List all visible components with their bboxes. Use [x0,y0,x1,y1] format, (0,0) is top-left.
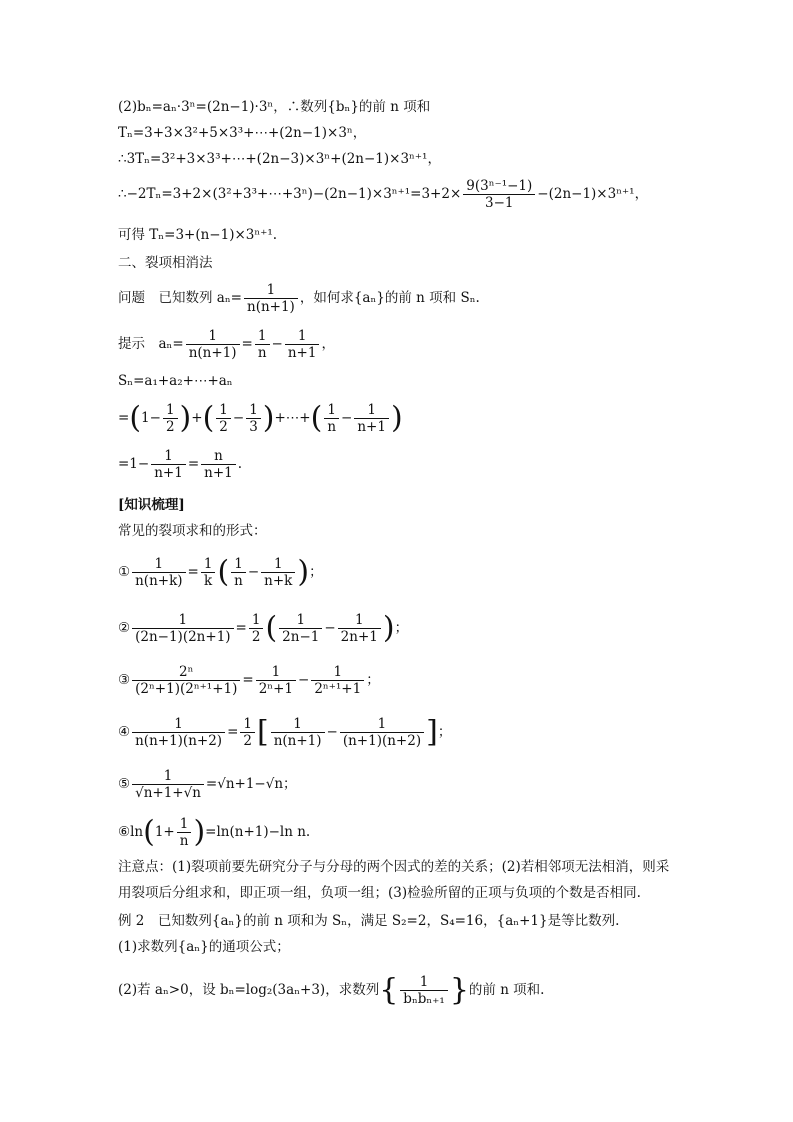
denominator: 2ⁿ+1 [258,681,294,697]
text: = [187,456,200,472]
denominator: n+1 [204,465,233,481]
fraction [231,556,246,589]
note-line-1: 注意点：(1)裂项前要先研究分子与分母的两个因式的差的关系；(2)若相邻项无法相消，则采 [118,859,670,875]
fraction [244,282,298,315]
denominator: 2ⁿ⁺¹+1 [314,681,362,697]
numerator: 1 [186,328,240,345]
solution-line-5: 可得 Tₙ=3+(n−1)×3ⁿ⁺¹. [118,227,278,243]
right-paren: ) [297,554,310,590]
solution-line-1: (2)bₙ=aₙ·3ⁿ=(2n−1)·3ⁿ，∴数列{bₙ}的前 n 项和 [118,99,431,115]
fraction [255,328,270,361]
solution-line-3: ∴3Tₙ=3²+3×3³+⋯+(2n−3)×3ⁿ+(2n−1)×3ⁿ⁺¹， [118,151,441,167]
denominator: n [179,833,189,849]
denominator: n(n+k) [135,573,183,589]
numerator: 1 [246,402,261,419]
denominator: 3 [249,419,258,435]
text: =ln(n+1)−ln n. [205,824,311,840]
fraction [132,768,204,801]
text: 1− [141,410,161,426]
left-paren: ( [143,814,155,850]
left-bracket: [ [256,714,269,750]
text: ； [394,620,409,636]
numerator: 1 [244,282,298,299]
denominator: 3−1 [485,195,514,211]
fraction [256,664,296,697]
solution-line-2: Tₙ=3+3×3²+5×3³+⋯+(2n−1)×3ⁿ， [118,125,367,141]
text: . [237,456,243,472]
denominator: n+1 [287,345,317,361]
fraction [271,716,325,749]
denominator: √n+1+√n [135,785,201,801]
fraction [132,612,233,645]
denominator: n(n+1) [188,345,237,361]
hint-line [118,328,335,361]
sum-result-line [118,448,242,481]
denominator: n [234,573,243,589]
right-paren: ) [179,400,192,436]
numerator: 1 [324,402,339,419]
denominator: (2n−1)(2n+1) [135,629,231,645]
question-line [118,282,480,315]
denominator: n(n+1) [247,299,295,315]
fraction [463,178,535,211]
right-paren: ) [382,610,395,646]
text: ； [437,724,452,740]
numerator: 1 [151,448,186,465]
fraction [151,448,186,481]
formula-4: ④ $\frac{1}{n(n+1)(n+2)}$ = $\frac{1}{2}$ [ $\frac{1}{n(n+1)}$ − $\frac{1}{(n+1)(n+2)}$ ]； [118,714,452,750]
text: 1+ [154,824,175,840]
text: ∴−2Tₙ=3+2×(3²+3³+⋯+3ⁿ)−(2n−1)×3ⁿ⁺¹=3+2× [118,186,462,202]
denominator: (n+1)(n+2) [342,733,422,749]
fraction [216,402,231,435]
numerator: 1 [255,328,270,345]
denominator: 2 [251,629,261,645]
formula-1: ① $\frac{1}{n(n+k)}$ = $\frac{1}{k}$ ( $\frac{1}{n}$ − $\frac{1}{n+k}$ )； [118,554,323,590]
text: ； [366,672,380,688]
note-line-2: 用裂项后分组求和，即正项一组，负项一组；(3)检验所留的正项与负项的个数是否相同. [118,885,641,901]
fraction [279,612,322,645]
fraction [246,402,261,435]
example-line-1: 例 2 已知数列{aₙ}的前 n 项和为 Sₙ，满足 S₂=2，S₄=16，{aₙ+1}是等比数列. [118,913,620,929]
fraction [177,816,192,849]
denominator: 2n+1 [340,629,378,645]
text: 提示 aₙ= [118,336,184,352]
numerator: 1 [400,974,448,991]
numerator: 1 [240,716,255,733]
numerator: 1 [177,816,192,833]
denominator: 2 [219,419,228,435]
example-line-3 [118,974,544,1007]
text: = [118,410,130,426]
numerator: 1 [261,556,295,573]
label: ⑤ [118,776,131,792]
denominator: n [257,345,267,361]
left-paren: ( [265,610,278,646]
denominator: n+1 [154,465,183,481]
denominator: bₙbₙ₊₁ [403,991,445,1007]
text: 问题 已知数列 aₙ= [118,290,242,306]
numerator: 1 [354,402,389,419]
knowledge-heading: [知识梳理] [118,497,185,513]
label: ⑥ln [118,824,144,840]
denominator: n+1 [357,419,386,435]
fraction [186,328,240,361]
right-paren: ) [390,400,403,436]
denominator: 2n−1 [282,629,320,645]
formula-2: ② $\frac{1}{(2n-1)(2n+1)}$ = $\frac{1}{2}$ ( $\frac{1}{2n-1}$ − $\frac{1}{2n+1}$ )； [118,610,409,646]
fraction [132,716,225,749]
formula-6 [118,816,310,849]
label: ① [118,564,131,580]
fraction [261,556,295,589]
section-heading: 二、裂项相消法 [118,255,213,271]
numerator: 1 [132,768,204,785]
numerator: 1 [163,402,178,419]
numerator: 1 [256,664,296,681]
formula-3: ③ $\frac{\text{2ⁿ}}{\text{(2ⁿ+1)(2ⁿ⁺¹+1)}}$ = $\frac{1}{\text{2ⁿ+1}}$ − $\frac{1}{\text{2ⁿ⁺¹+1}}$ ； [118,664,380,697]
fraction [240,716,255,749]
numerator: 1 [249,612,264,629]
denominator: 2 [165,419,175,435]
denominator: k [204,573,213,589]
fraction [249,612,264,645]
solution-line-4 [118,178,648,211]
text: − [271,336,283,352]
numerator: 1 [279,612,322,629]
denominator: n(n+1) [273,733,322,749]
right-bracket: ] [426,714,438,750]
text: =√n+1−√n； [205,776,297,792]
label: ③ [118,672,131,688]
fraction [201,556,216,589]
denominator: n+k [264,573,293,589]
text: ，如何求{aₙ}的前 n 项和 Sₙ. [299,290,480,306]
denominator: n [327,419,337,435]
fraction [201,448,236,481]
left-brace: { [379,972,399,1008]
left-paren: ( [217,554,230,590]
forms-intro: 常见的裂项求和的形式： [118,523,267,539]
text: −(2n−1)×3ⁿ⁺¹， [537,186,649,202]
denominator: (2ⁿ+1)(2ⁿ⁺¹+1) [135,681,238,697]
fraction [132,664,240,697]
fraction [163,402,178,435]
formula-5 [118,768,297,801]
label: ② [118,620,131,636]
numerator: 1 [340,716,424,733]
fraction [400,974,448,1007]
right-brace: } [449,972,469,1008]
fraction [311,664,364,697]
text: + [191,410,203,426]
numerator: 9(3ⁿ⁻¹−1) [463,178,535,195]
label: ④ [118,724,131,740]
numerator: 1 [216,402,231,419]
numerator: 1 [231,556,246,573]
numerator: 1 [132,556,185,573]
fraction [285,328,320,361]
text: +⋯+ [274,410,311,426]
left-paren: ( [129,400,142,436]
text: = [187,564,199,580]
numerator: 1 [132,716,225,733]
fraction [354,402,389,435]
numerator: 1 [338,612,381,629]
left-paren: ( [310,400,323,436]
text: = [241,336,253,352]
text: ， [321,336,335,352]
fraction [340,716,424,749]
sum-line: Sₙ=a₁+a₂+⋯+aₙ [118,373,233,389]
numerator: 1 [311,664,364,681]
fraction [338,612,381,645]
numerator: 1 [285,328,320,345]
numerator: 2ⁿ [132,664,240,681]
denominator: 2 [243,733,252,749]
example-line-2: (1)求数列{aₙ}的通项公式； [118,939,290,955]
numerator: n [201,448,236,465]
numerator: 1 [201,556,216,573]
numerator: 1 [271,716,325,733]
right-paren: ) [262,400,275,436]
text: =1− [118,456,150,472]
denominator: n(n+1)(n+2) [135,733,223,749]
right-paren: ) [193,814,206,850]
numerator: 1 [132,612,233,629]
fraction [132,556,185,589]
text: ； [309,564,323,580]
sum-expansion-line: =(1− $\frac{1}{2}$ )+( $\frac{1}{2}$ − $\frac{1}{3}$ )+⋯+( $\frac{1}{n}$ − $\frac{1}{n+1}$ ) [118,400,403,436]
text: (2)若 aₙ>0，设 bₙ=log₂(3aₙ+3)，求数列 [118,982,380,998]
left-paren: ( [202,400,215,436]
text: 的前 n 项和. [468,982,545,998]
fraction [324,402,339,435]
